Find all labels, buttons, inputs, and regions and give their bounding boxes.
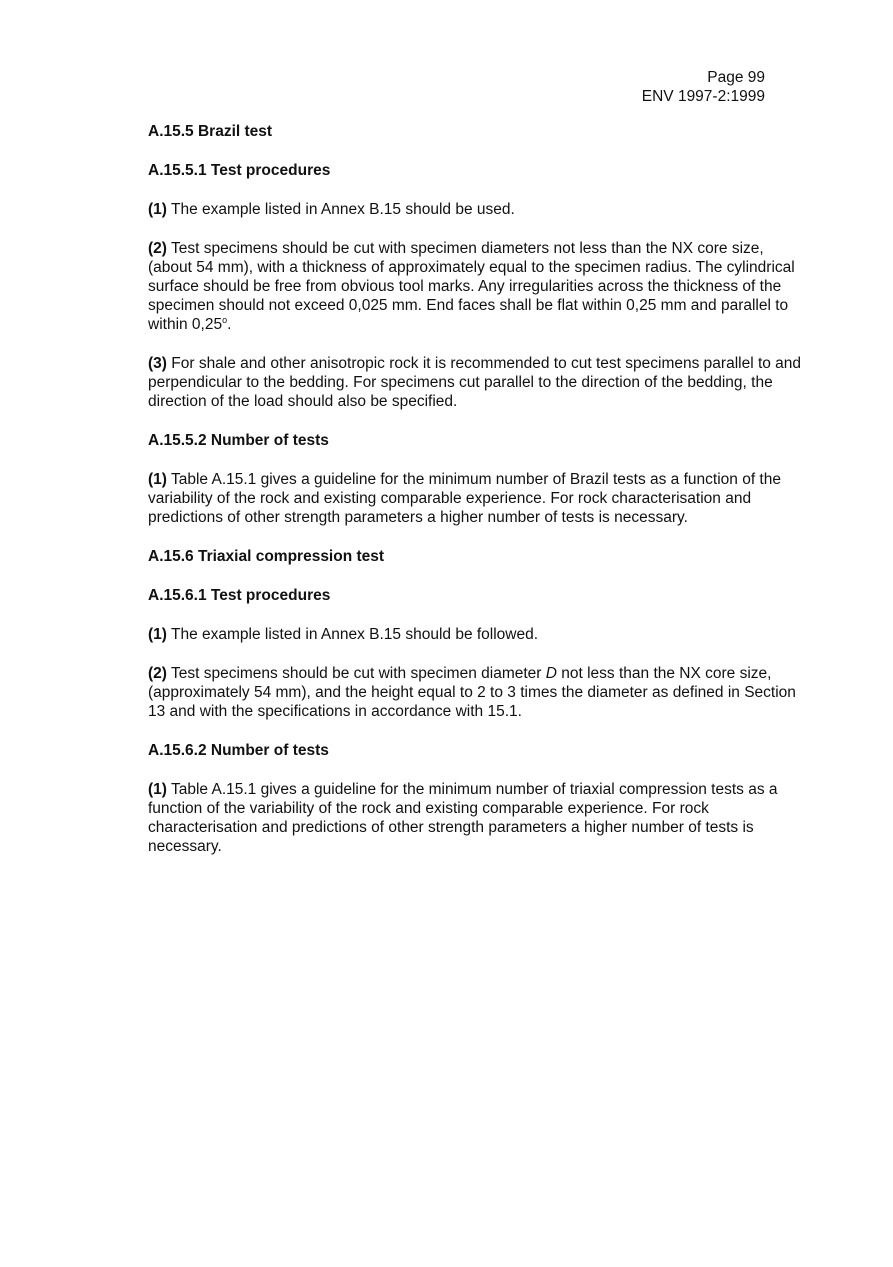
- paragraph-number: (2): [148, 240, 167, 257]
- subsection-heading-test-procedures: A.15.5.1 Test procedures: [148, 162, 331, 179]
- paragraph: [148, 239, 810, 334]
- subsection-heading-number-of-tests: A.15.5.2 Number of tests: [148, 432, 329, 449]
- paragraph-text: The example listed in Annex B.15 should be used.: [166, 201, 515, 218]
- paragraph: [148, 470, 810, 527]
- paragraph-text: The example listed in Annex B.15 should be followed.: [166, 626, 539, 643]
- section-heading-triaxial-compression-test: A.15.6 Triaxial compression test: [148, 548, 385, 565]
- paragraph-number: (1): [148, 781, 167, 798]
- paragraph-number: (1): [148, 626, 167, 643]
- paragraph: [148, 664, 810, 721]
- paragraph-text-tail: .: [227, 316, 232, 333]
- paragraph-text: Table A.15.1 gives a guideline for the minimum number of Brazil tests as a function of the variability of the rock and existing comparable experience. For rock characterisation and predictions of other strength parameters a higher number of tests is necessary.: [148, 471, 781, 526]
- subsection-heading-test-procedures: A.15.6.1 Test procedures: [148, 587, 331, 604]
- subsection-heading-number-of-tests: A.15.6.2 Number of tests: [148, 742, 329, 759]
- paragraph-number: (1): [148, 471, 167, 488]
- variable-d: D: [545, 665, 557, 682]
- paragraph-number: (1): [148, 201, 167, 218]
- paragraph: [148, 780, 810, 856]
- document-id: ENV 1997-2:1999: [641, 88, 765, 105]
- section-heading-brazil-test: A.15.5 Brazil test: [148, 123, 273, 140]
- paragraph: [148, 354, 810, 411]
- page-header: [642, 68, 765, 106]
- paragraph: [148, 200, 810, 219]
- paragraph-text-continued: not less than the NX core size, (approximately 54 mm), and the height equal to 2 to 3 times the diameter as defined in Section 13 and with the specifications in accordance with 15.1.: [148, 665, 796, 720]
- page-number: Page 99: [707, 69, 765, 86]
- paragraph-number: (3): [148, 355, 167, 372]
- paragraph-text: For shale and other anisotropic rock it is recommended to cut test specimens parallel to and perpendicular to the bedding. For specimens cut parallel to the direction of the bedding, the direction of the load should also be specified.: [148, 355, 802, 410]
- paragraph: [148, 625, 810, 644]
- paragraph-number: (2): [148, 665, 167, 682]
- paragraph-text: Test specimens should be cut with specimen diameter: [166, 665, 546, 682]
- paragraph-text: Test specimens should be cut with specimen diameters not less than the NX core size, (about 54 mm), with a thickness of approximately equal to the specimen radius. The cylindrical surface should be free from obvious tool marks. Any irregularities across the thickness of the specimen should not exceed 0,025 mm. End faces shall be flat within 0,25 mm and parallel to within 0,25: [148, 240, 795, 333]
- paragraph-text: Table A.15.1 gives a guideline for the minimum number of triaxial compression tests as a function of the variability of the rock and existing comparable experience. For rock characterisation and predictions of other strength parameters a higher number of tests is necessary.: [148, 781, 778, 855]
- degree-symbol: o: [222, 314, 228, 325]
- document-body: [148, 122, 810, 876]
